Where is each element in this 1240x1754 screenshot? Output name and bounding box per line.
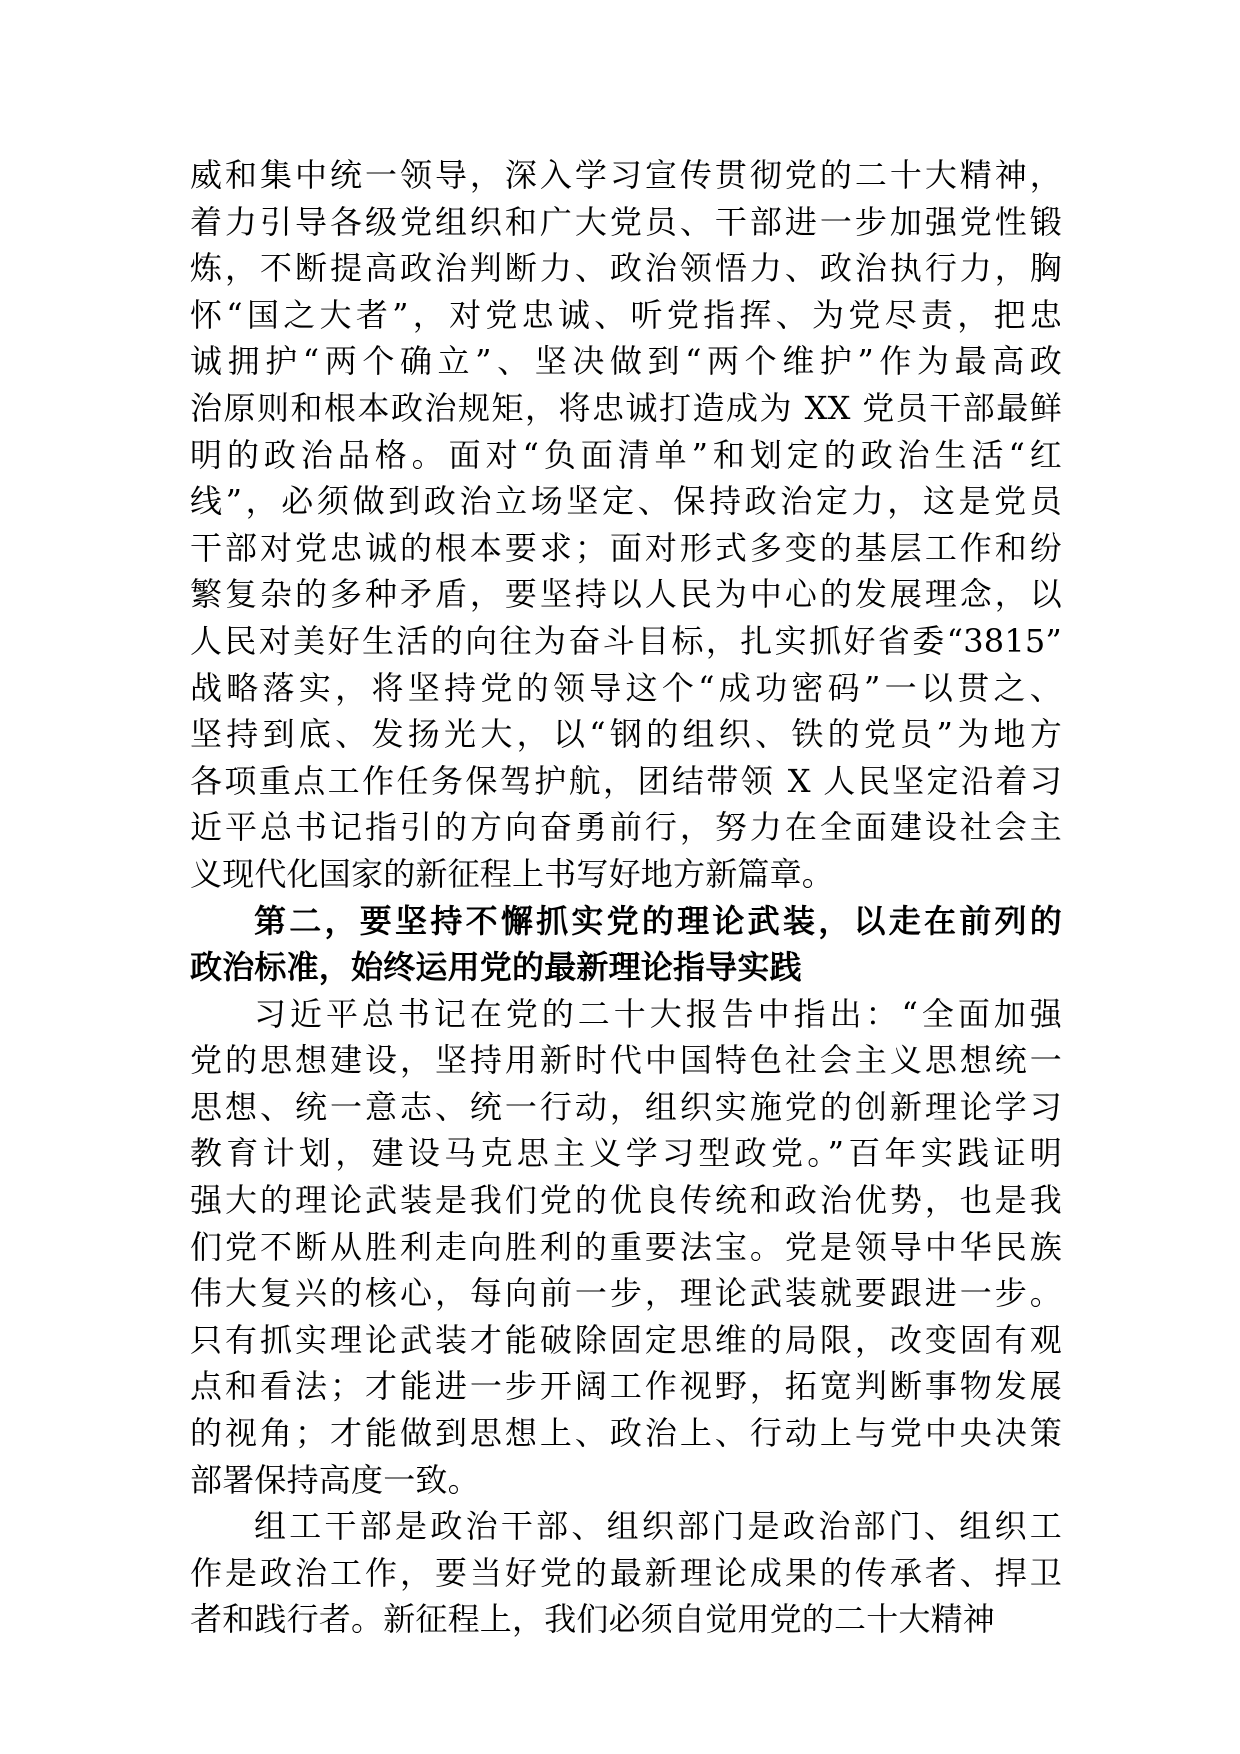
text-line: 线”，必须做到政治立场坚定、保持政治定力，这是党员 — [190, 482, 1062, 521]
text-line: 党的思想建设，坚持用新时代中国特色社会主义思想统一 — [190, 1041, 1062, 1080]
text-line: 威和集中统一领导，深入学习宣传贯彻党的二十大精神， — [190, 156, 1062, 194]
text-line: 诚拥护“两个确立”、坚决做到“两个维护”作为最高政 — [190, 342, 1062, 381]
document-body — [190, 152, 1062, 1643]
body-paragraph — [190, 1503, 1062, 1643]
text-line: 者和践行者。新征程上，我们必须自觉用党的二十大精神 — [190, 1600, 996, 1639]
text-line: 坚持到底、发扬光大，以“钢的组织、铁的党员”为地方 — [190, 715, 1062, 754]
text-line: 明的政治品格。面对“负面清单”和划定的政治生活“红 — [190, 435, 1062, 474]
text-line: 各项重点工作任务保驾护航，团结带领 X 人民坚定沿着习 — [190, 761, 1062, 800]
text-line: 治原则和根本政治规矩，将忠诚打造成为 XX 党员干部最鲜 — [190, 388, 1062, 427]
text-line: 强大的理论武装是我们党的优良传统和政治优势，也是我 — [190, 1181, 1062, 1220]
text-line: 政治标准，始终运用党的最新理论指导实践 — [190, 948, 802, 987]
text-line: 们党不断从胜利走向胜利的重要法宝。党是领导中华民族 — [190, 1227, 1062, 1266]
text-line: 着力引导各级党组织和广大党员、干部进一步加强党性锻 — [190, 202, 1062, 241]
text-line: 组工干部是政治干部、组织部门是政治部门、组织工 — [254, 1507, 1062, 1546]
text-line: 人民对美好生活的向往为奋斗目标，扎实抓好省委“3815” — [190, 621, 1062, 660]
text-line: 只有抓实理论武装才能破除固定思维的局限，改变固有观 — [190, 1320, 1062, 1359]
text-line: 繁复杂的多种矛盾，要坚持以人民为中心的发展理念，以 — [190, 575, 1062, 614]
text-line: 义现代化国家的新征程上书写好地方新篇章。 — [190, 854, 835, 893]
text-line: 点和看法；才能进一步开阔工作视野，拓宽判断事物发展 — [190, 1367, 1062, 1406]
body-paragraph — [190, 152, 1062, 898]
section-heading — [190, 898, 1062, 991]
text-line: 思想、统一意志、统一行动，组织实施党的创新理论学习 — [190, 1087, 1062, 1126]
text-line: 炼，不断提高政治判断力、政治领悟力、政治执行力，胸 — [190, 249, 1062, 288]
text-line: 部署保持高度一致。 — [190, 1460, 480, 1499]
text-line: 习近平总书记在党的二十大报告中指出：“全面加强 — [254, 994, 1062, 1033]
text-line: 怀“国之大者”，对党忠诚、听党指挥、为党尽责，把忠 — [190, 295, 1062, 334]
text-line: 的视角；才能做到思想上、政治上、行动上与党中央决策 — [190, 1414, 1062, 1453]
text-line: 作是政治工作，要当好党的最新理论成果的传承者、捍卫 — [190, 1553, 1062, 1592]
text-line: 伟大复兴的核心，每向前一步，理论武装就要跟进一步。 — [190, 1274, 1062, 1313]
text-line: 第二，要坚持不懈抓实党的理论武装，以走在前列的 — [254, 901, 1062, 940]
body-paragraph — [190, 991, 1062, 1504]
text-line: 近平总书记指引的方向奋勇前行，努力在全面建设社会主 — [190, 808, 1062, 847]
text-line: 教育计划，建设马克思主义学习型政党。”百年实践证明 — [190, 1134, 1062, 1173]
text-line: 战略落实，将坚持党的领导这个“成功密码”一以贯之、 — [190, 668, 1062, 707]
text-line: 干部对党忠诚的根本要求；面对形式多变的基层工作和纷 — [190, 528, 1062, 567]
